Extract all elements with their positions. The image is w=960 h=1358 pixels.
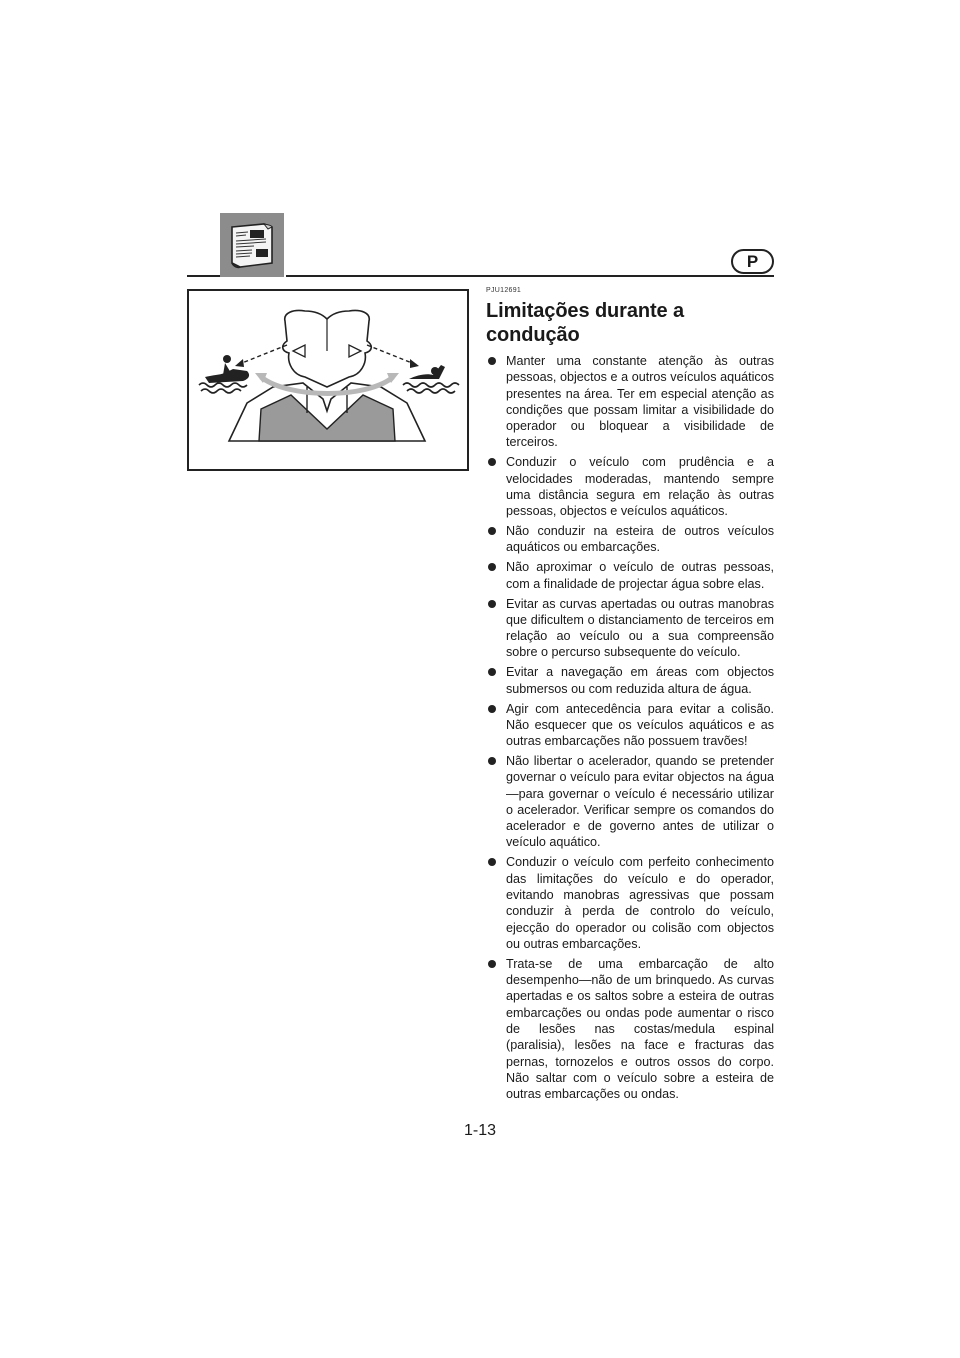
language-badge: P (731, 249, 774, 274)
manual-book-icon (220, 213, 284, 277)
list-item: Conduzir o veículo com prudência e a velocidades moderadas, mantendo sempre uma distância segura em relação às outras pessoas, objectos e veículos aquáticos. (486, 454, 774, 519)
bullet-dot-icon (488, 705, 496, 713)
section-title: Limitações durante a condução (486, 300, 685, 346)
list-item: Não libertar o acelerador, quando se pretender governar o veículo para evitar objectos na água—para governar o veículo é necessário utilizar o acelerador. Verificar sempre os comandos do acelerador e de governo antes de utilizar o veículo aquático. (486, 753, 774, 851)
bullet-dot-icon (488, 600, 496, 608)
list-item: Não aproximar o veículo de outras pessoas, com a finalidade de projectar água sobre elas. (486, 559, 774, 592)
list-item: Não conduzir na esteira de outros veículos aquáticos ou embarcações. (486, 523, 774, 556)
bullet-dot-icon (488, 858, 496, 866)
bullet-dot-icon (488, 757, 496, 765)
operator-visibility-figure (187, 289, 469, 471)
page-number: 1-13 (463, 1122, 497, 1139)
header-rule-right (286, 275, 774, 277)
section-content (486, 287, 774, 1106)
bullet-dot-icon (488, 357, 496, 365)
bullet-dot-icon (488, 668, 496, 676)
bullet-dot-icon (488, 458, 496, 466)
list-item: Evitar as curvas apertadas ou outras manobras que dificultem o distanciamento de terceiros em relação ao veículo ou a sua compreensão sobre o percurso subsequente do veículo. (486, 596, 774, 661)
bullet-dot-icon (488, 527, 496, 535)
bullet-list (486, 353, 774, 1102)
list-item: Manter uma constante atenção às outras pessoas, objectos e a outros veículos aquáticos presentes na área. Ter em especial atenção as condições que possam limitar a visibilidade do operador ou bloquear a visibilidade de terceiros. (486, 353, 774, 451)
list-item: Conduzir o veículo com perfeito conhecimento das limitações do veículo e do operador, evitando manobras agressivas que possam conduzir à perda de controlo do veículo, ejecção do operador ou colisão com objectos ou outras embarcações. (486, 854, 774, 952)
list-item: Agir com antecedência para evitar a colisão. Não esquecer que os veículos aquáticos e as outras embarcações não possuem travões! (486, 701, 774, 750)
bullet-dot-icon (488, 563, 496, 571)
header-rule-left (187, 275, 220, 277)
list-item: Evitar a navegação em áreas com objectos submersos ou com reduzida altura de água. (486, 664, 774, 697)
section-code: PJU12691 (486, 287, 522, 294)
list-item: Trata-se de uma embarcação de alto desempenho—não de um brinquedo. As curvas apertadas e os saltos sobre a esteira de outras embarcações ou ondas pode aumentar o risco de lesões nas costas/medula espinal (paralisia), lesões na face e fracturas das pernas, tornozelos e outros ossos do corpo. Não saltar com o veículo sobre a esteira de outras embarcações ou ondas. (486, 956, 774, 1103)
operator-visibility-illustration (189, 291, 467, 469)
bullet-dot-icon (488, 960, 496, 968)
